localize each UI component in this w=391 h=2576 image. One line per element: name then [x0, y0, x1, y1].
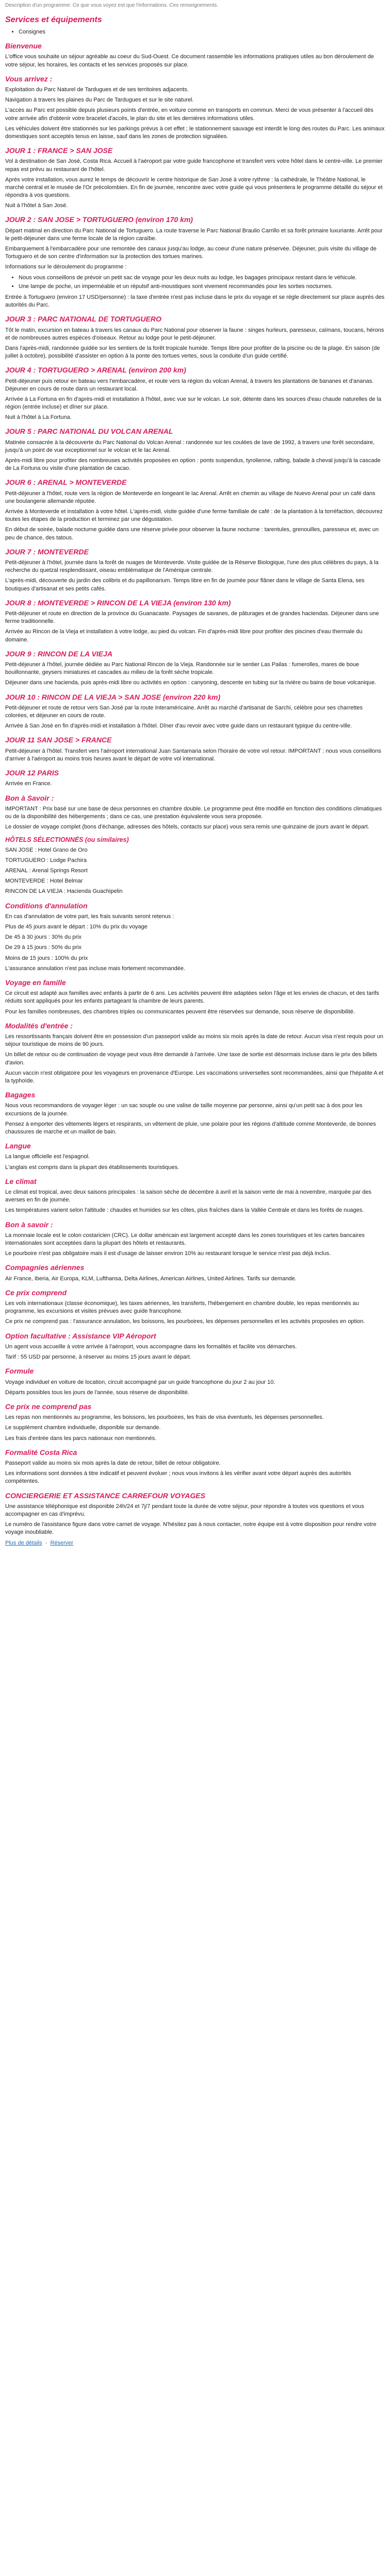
- family-paragraph: Pour les familles nombreuses, des chambres triples ou communicantes peuvent être réservées sur demande, sous réserve de disponibilité.: [5, 1008, 355, 1015]
- family-heading: Voyage en famille: [5, 978, 66, 987]
- entry-paragraph: Aucun vaccin n'est obligatoire pour les voyageurs en provenance d'Europe. Les vaccinations universelles sont recommandées, ainsi que l'hépatite A et la typhoïde.: [5, 1070, 384, 1084]
- good-to-know-paragraph: Le dossier de voyage complet (bons d'échange, adresses des hôtels, contacts sur place) vous sera remis une quinzaine de jours avant le départ.: [5, 824, 369, 831]
- day4-paragraph: Petit-déjeuner puis retour en bateau vers l'embarcadère, et route vers la région du volcan Arenal, à travers les plantations de bananes et d'ananas. Déjeuner en cours de route dans un restaurant local.: [5, 378, 374, 392]
- hotel-line: ARENAL : Arenal Springs Resort: [5, 867, 88, 874]
- hotel-line: RINCON DE LA VIEJA : Hacienda Guachipelin: [5, 888, 123, 895]
- services-list: [5, 28, 386, 36]
- day3-paragraph: Dans l'après-midi, randonnée guidée sur les sentiers de la forêt tropicale humide. Temps libre pour profiter de la piscine ou de la plage. En saison (de juillet à octobre), possibilité d'assister en option à la ponte des tortues vertes, sous la conduite d'un guide certifié.: [5, 345, 380, 360]
- day10-paragraph: Arrivée à San José en fin d'après-midi et installation à l'hôtel. Dîner d'au revoir avec votre guide dans un restaurant typique du centre-ville.: [5, 723, 352, 730]
- luggage-paragraph: Pensez à emporter des vêtements légers et respirants, un vêtement de pluie, une polaire pour les régions d'altitude comme Monteverde, de bonnes chaussures de marche et un maillot de bain.: [5, 1121, 376, 1135]
- day5-paragraph: Après-midi libre pour profiter des nombreuses activités proposées en option : ponts suspendus, tyrolienne, rafting, balade à cheval jusqu'à la cascade de La Fortuna ou visite d'une plantation de cacao.: [5, 457, 381, 472]
- vip-paragraph: Tarif : 55 USD par personne, à réserver au moins 15 jours avant le départ.: [5, 1354, 191, 1361]
- cancellation-line: De 29 à 15 jours : 50% du prix: [5, 944, 82, 951]
- cancellation-heading: Conditions d'annulation: [5, 901, 88, 910]
- family-paragraph: Ce circuit est adapté aux familles avec enfants à partir de 6 ans. Les activités peuvent être adaptées selon l'âge et les envies de chacun, et des tarifs réduits sont appliqués pour les enfants partageant la chambre de leurs parents.: [5, 990, 379, 1005]
- price-includes-heading: Ce prix comprend: [5, 1288, 67, 1297]
- day4-paragraph: Arrivée à La Fortuna en fin d'après-midi et installation à l'hôtel, avec vue sur le volcan. Le soir, détente dans les sources d'eau chaude naturelles de la région (entrée incluse) et dîner sur place.: [5, 396, 382, 411]
- day2-heading: JOUR 2 : SAN JOSE > TORTUGUERO (environ 170 km): [5, 215, 193, 224]
- day1-paragraph: Vol à destination de San José, Costa Rica. Accueil à l'aéroport par votre guide francophone et transfert vers votre hôtel dans le centre-ville. Le premier repas est prévu au restaurant de l'hôtel.: [5, 158, 383, 173]
- bienvenue-heading: Bienvenue: [5, 42, 42, 50]
- entry-paragraph: Les ressortissants français doivent être en possession d'un passeport valide au moins six mois après la date de retour. Aucun visa n'est requis pour un séjour touristique de moins de 90 jours.: [5, 1033, 384, 1048]
- entry-heading: Modalités d'entrée :: [5, 1021, 73, 1030]
- money-heading: Bon à savoir :: [5, 1220, 53, 1229]
- bienvenue-text: L'office vous souhaite un séjour agréable au coeur du Sud-Ouest. Ce document rassemble les informations pratiques utiles au bon déroulement de votre séjour, les horaires, les contacts et les services proposés sur place.: [5, 54, 374, 68]
- day1-paragraph: Nuit à l'hôtel à San José.: [5, 202, 68, 209]
- entry-paragraph: Un billet de retour ou de continuation de voyage peut vous être demandé à l'arrivée. Une taxe de sortie est désormais incluse dans le prix des billets d'avion.: [5, 1052, 378, 1066]
- day7-paragraph: Petit-déjeuner à l'hôtel, journée dans la forêt de nuages de Monteverde. Visite guidée de la Réserve Biologique, l'une des plus célèbres du pays, à la recherche du quetzal resplendissant, oiseau emblématique de l'Amérique centrale.: [5, 560, 379, 574]
- day4-heading: JOUR 4 : TORTUGUERO > ARENAL (environ 200 km): [5, 366, 186, 375]
- services-item: • Consignes: [19, 28, 386, 36]
- luggage-heading: Bagages: [5, 1091, 36, 1099]
- arrival-paragraph: Exploitation du Parc Naturel de Tardugues et de ses territoires adjacents.: [5, 87, 189, 93]
- day3-heading: JOUR 3 : PARC NATIONAL DE TORTUGUERO: [5, 315, 161, 324]
- day11-heading: JOUR 11 SAN JOSE > FRANCE: [5, 736, 112, 744]
- climate-paragraph: Le climat est tropical, avec deux saisons principales : la saison sèche de décembre à avril et la saison verte de mai à novembre, marquée par des averses en fin de journée.: [5, 1189, 371, 1204]
- day10-paragraph: Petit-déjeuner et route de retour vers San José par la route Interaméricaine. Arrêt au marché d'artisanat de Sarchi, célèbre pour ses charrettes colorées, et déjeuner en cours de route.: [5, 704, 363, 719]
- day2-bullet: • Une lampe de poche, un imperméable et un répulsif anti-moustiques sont vivement recommandés pour les sorties nocturnes.: [19, 283, 386, 291]
- day12-text: Arrivée en France.: [5, 781, 52, 787]
- arrival-paragraph: Navigation à travers les plaines du Parc de Tardugues et sur le site naturel.: [5, 97, 194, 104]
- document-page: Description d'un programme: Ce que vous voyez est que l'informations. Ces renseignements. Services et équipements • Consignes Bienvenue L'office vous souhaite un séjour agréable au coeur du Sud-Ouest. Ce document rassemble les informations pratiques utiles au bon déroulement de votre séjour, les horaires, les contacts et les services proposés sur place. Vous arrivez : Exploitation du Parc Naturel de Tardugues et de ses territoires adjacents. Navigation à travers les plaines du Parc de Tardugues et sur le site naturel. L'accès au Parc est possible depuis plusieurs points d'entrée, en voiture comme en transports en commun. Merci de vous présenter à l'accueil dès votre arrivée afin d'obtenir votre bracelet d'accès, le plan du site et les dernières informations utiles. Les véhicules doivent être stationnés sur les parkings prévus à cet effet ; le stationnement sauvage est interdit le long des routes du Parc. Les animaux domestiques sont acceptés tenus en laisse, sauf dans les zones de protection signalées. JOUR 1 : FRANCE > SAN JOSE Vol à destination de San José, Costa Rica. Accueil à l'aéroport par votre guide francophone et transfert vers votre hôtel dans le centre-ville. Le premier repas est prévu au restaurant de l'hôtel. Après votre installation, vous aurez le temps de découvrir le centre historique de San José à votre rythme : la cathédrale, le Théâtre National, le marché central et le musée de l'Or précolombien. En fin de journée, rencontre avec votre guide qui vous présentera le programme détaillé du séjour et répondra à vos questions. Nuit à l'hôtel à San José. JOUR 2 : SAN JOSE > TORTUGUERO (environ 170 km) Départ matinal en direction du Parc National de Tortuguero. La route traverse le Parc National Braulio Carrillo et sa forêt primaire luxuriante. Arrêt pour le petit-déjeuner dans une ferme locale de la région caraïbe. Embarquement à l'embarcadère pour une remontée des canaux jusqu'au lodge, au coeur d'une nature préservée. Déjeuner, puis visite du village de Tortuguero et de son centre d'information sur la protection des tortues marines. Informations sur le déroulement du programme : • Nous vous conseillons de prévoir un petit sac de voyage pour les deux nuits au lodge, les bagages principaux restant dans le véhicule. • Une lampe de poche, un imperméable et un répulsif anti-moustiques sont vivement recommandés pour les sorties nocturnes. Entrée à Tortuguero (environ 17 USD/personne) : la taxe d'entrée n'est pas incluse dans le prix du voyage et se règle directement sur place auprès des autorités du Parc. JOUR 3 : PARC NATIONAL DE TORTUGUERO Tôt le matin, excursion en bateau à travers les canaux du Parc National pour observer la faune : singes hurleurs, paresseux, caïmans, toucans, hérons et de nombreuses autres espèces d'oiseaux. Retour au lodge pour le petit-déjeuner. Dans l'après-midi, randonnée guidée sur les sentiers de la forêt tropicale humide. Temps libre pour profiter de la piscine ou de la plage. En saison (de juillet à octobre), possibilité d'assister en option à la ponte des tortues vertes, sous la conduite d'un guide certifié. JOUR 4 : TORTUGUERO > ARENAL (environ 200 km) Petit-déjeuner puis retour en bateau vers l'embarcadère, et route vers la région du volcan Arenal, à travers les plantations de bananes et d'ananas. Déjeuner en cours de route dans un restaurant local. Arrivée à La Fortuna en fin d'après-midi et installation à l'hôtel, avec vue sur le volcan. Le soir, détente dans les sources d'eau chaude naturelles de la région (entrée incluse) et dîner sur place. Nuit à l'hôtel à La Fortuna. JOUR 5 : PARC NATIONAL DU VOLCAN ARENAL Matinée consacrée à la découverte du Parc National du Volcan Arenal : randonnée sur les coulées de lave de 1992, à travers une forêt secondaire, jusqu'à un point de vue exceptionnel sur le volcan et le lac Arenal. Après-midi libre pour profiter des nombreuses activités proposées en option : ponts suspendus, tyrolienne, rafting, balade à cheval jusqu'à la cascade de La Fortuna ou visite d'une plantation de cacao. JOUR 6 : ARENAL > MONTEVERDE Petit-déjeuner à l'hôtel, route vers la région de Monteverde en longeant le lac Arenal. Arrêt en chemin au village de Nuevo Arenal pour un café dans une boulangerie allemande réputée. Arrivée à Monteverde et installation à votre hôtel. L'après-midi, visite guidée d'une ferme familiale de café : de la plantation à la torréfaction, découvrez toutes les étapes de la production et terminez par une dégustation. En début de soirée, balade nocturne guidée dans une réserve privée pour observer la faune nocturne : tarentules, grenouilles, paresseux et, avec un peu de chance, des tatous. JOUR 7 : MONTEVERDE Petit-déjeuner à l'hôtel, journée dans la forêt de nuages de Monteverde. Visite guidée de la Réserve Biologique, l'une des plus célèbres du pays, à la recherche du quetzal resplendissant, oiseau emblématique de l'Amérique centrale. L'après-midi, découverte du jardin des colibris et du papillonarium. Temps libre en fin de journée pour flâner dans le village de Santa Elena, ses boutiques d'artisanat et ses petits cafés. JOUR 8 : MONTEVERDE > RINCON DE LA VIEJA (environ 130 km) Petit-déjeuner et route en direction de la province du Guanacaste. Paysages de savanes, de pâturages et de grandes haciendas. Déjeuner dans une ferme traditionnelle. Arrivée au Rincon de la Vieja et installation à votre lodge, au pied du volcan. Fin d'après-midi libre pour profiter des piscines d'eau thermale du domaine. JOUR 9 : RINCON DE LA VIEJA Petit-déjeuner à l'hôtel, journée dédiée au Parc National Rincon de la Vieja. Randonnée sur le sentier Las Pailas : fumerolles, mares de boue bouillonnante, geysers miniatures et cascades au milieu de la forêt sèche tropicale. Déjeuner dans une hacienda, puis après-midi libre ou activités en option : canyoning, descente en tubing sur la rivière ou bains de boue volcanique. JOUR 10 : RINCON DE LA VIEJA > SAN JOSE (environ 220 km) Petit-déjeuner et route de retour vers San José par la route Interaméricaine. Arrêt au marché d'artisanat de Sarchi, célèbre pour ses charrettes colorées, et déjeuner en cours de route. Arrivée à San José en fin d'après-midi et installation à l'hôtel. Dîner d'au revoir avec votre guide dans un restaurant typique du centre-ville. JOUR 11 SAN JOSE > FRANCE Petit-déjeuner à l'hôtel. Transfert vers l'aéroport international Juan Santamaria selon l'horaire de votre vol retour. IMPORTANT : nous vous conseillons d'arriver à l'aéroport au moins trois heures avant le départ de votre vol international. JOUR 12 PARIS Arrivée en France. Bon à Savoir : IMPORTANT : Prix basé sur une base de deux personnes en chambre double. Le programme peut être modifié en fonction des conditions climatiques ou de la disponibilité des hébergements ; dans ce cas, une prestation équivalente vous sera proposée. Le dossier de voyage complet (bons d'échange, adresses des hôtels, contacts sur place) vous sera remis une quinzaine de jours avant le départ. HÔTELS SÉLECTIONNÉS (ou similaires) SAN JOSE : Hotel Grano de Oro TORTUGUERO : Lodge Pachira ARENAL : Arenal Springs Resort MONTEVERDE : Hotel Belmar RINCON DE LA VIEJA : Hacienda Guachipelin Conditions d'annulation En cas d'annulation de votre part, les frais suivants seront retenus : Plus de 45 jours avant le départ : 10% du prix du voyage De 45 à 30 jours : 30% du prix De 29 à 15 jours : 50% du prix Moins de 15 jours : 100% du prix L'assurance annulation n'est pas incluse mais fortement recommandée. Voyage en famille Ce circuit est adapté aux familles avec enfants à partir de 6 ans. Les activités peuvent être adaptées selon l'âge et les envies de chacun, et des tarifs réduits sont appliqués pour les enfants partageant la chambre de leurs parents. Pour les familles nombreuses, des chambres triples ou communicantes peuvent être réservées sur demande, sous réserve de disponibilité. Modalités d'entrée : Les ressortissants français doivent être en possession d'un passeport valide au moins six mois après la date de retour. Aucun visa n'est requis pour un séjour touristique de moins de 90 jours. Un billet de retour ou de continuation de voyage peut vous être demandé à l'arrivée. Une taxe de sortie est désormais incluse dans le prix des billets d'avion. Aucun vaccin n'est obligatoire pour les voyageurs en provenance d'Europe. Les vaccinations universelles sont recommandées, ainsi que l'hépatite A et la typhoïde. Bagages Nous vous recommandons de voyager léger : un sac souple ou une valise de taille moyenne par personne, ainsi qu'un petit sac à dos pour les excursions de la journée. Pensez à emporter des vêtements légers et respirants, un vêtement de pluie, une polaire pour les régions d'altitude comme Monteverde, de bonnes chaussures de marche et un maillot de bain. Langue La langue officielle est l'espagnol. L'anglais est compris dans la plupart des établissements touristiques. Le climat Le climat est tropical, avec deux saisons principales : la saison sèche de décembre à avril et la saison verte de mai à novembre, marquée par des averses en fin de journée. Les températures varient selon l'altitude : chaudes et humides sur les côtes, plus fraîches dans la Vallée Centrale et dans les forêts de nuages. Bon à savoir : La monnaie locale est le colon costaricien (CRC). Le dollar américain est largement accepté dans les zones touristiques et les cartes bancaires internationales sont acceptées dans la plupart des hôtels et restaurants. Le pourboire n'est pas obligatoire mais il est d'usage de laisser environ 10% au restaurant lorsque le service n'est pas déjà inclus. Compagnies aériennes Air France, Iberia, Air Europa, KLM, Lufthansa, Delta Airlines, American Airlines, United Airlines. Tarifs sur demande. Ce prix comprend Les vols internationaux (classe économique), les taxes aériennes, les transferts, l'hébergement en chambre double, les repas mentionnés au programme, les excursions et visites prévues avec guide francophone. Ce prix ne comprend pas : l'assurance annulation, les boissons, les pourboires, les dépenses personnelles et les activités proposées en option. Option facultative : Assistance VIP Aéroport Un agent vous accueille à votre arrivée à l'aéroport, vous accompagne dans les formalités et facilite vos démarches. Tarif : 55 USD par personne, à réserver au moins 15 jours avant le départ. Formule Voyage individuel en voiture de location, circuit accompagné par un guide francophone du jour 2 au jour 10. Départs possibles tous les jours de l'année, sous réserve de disponibilité. Ce prix ne comprend pas Les repas non mentionnés au programme, les boissons, les pourboires, les frais de visa éventuels, les dépenses personnelles. Le supplément chambre individuelle, disponible sur demande. Les frais d'entrée dans les parcs nationaux non mentionnés. Formalité Costa Rica Passeport valide au moins six mois après la date de retour, billet de retour obligatoire. Les informations sont données à titre indicatif et peuvent évoluer ; nous vous invitons à les vérifier avant votre départ auprès des autorités compétentes. CONCIERGERIE ET ASSISTANCE CARREFOUR VOYAGES Une assistance téléphonique est disponible 24h/24 et 7j/7 pendant toute la durée de votre séjour, pour répondre à toutes vos questions et vous accompagner en cas d'imprévu. Le numéro de l'assistance figure dans votre carnet de voyage. N'hésitez pas à nous contacter, notre équipe est à votre disposition pour rendre votre voyage inoubliable. Plus de détails · Réserver: [0, 0, 391, 1555]
- formula-heading: Formule: [5, 1367, 34, 1376]
- formalities-paragraph: Passeport valide au moins six mois après la date de retour, billet de retour obligatoire.: [5, 1460, 221, 1467]
- intro-text: Description d'un programme: Ce que vous voyez est que l'informations. Ces renseignements.: [5, 3, 218, 8]
- vip-paragraph: Un agent vous accueille à votre arrivée à l'aéroport, vous accompagne dans les formalités et facilite vos démarches.: [5, 1343, 297, 1350]
- language-paragraph: L'anglais est compris dans la plupart des établissements touristiques.: [5, 1164, 180, 1171]
- day9-heading: JOUR 9 : RINCON DE LA VIEJA: [5, 649, 112, 658]
- price-excludes-paragraph: Le supplément chambre individuelle, disponible sur demande.: [5, 1425, 161, 1431]
- day8-paragraph: Arrivée au Rincon de la Vieja et installation à votre lodge, au pied du volcan. Fin d'après-midi libre pour profiter des piscines d'eau thermale du domaine.: [5, 629, 363, 643]
- formula-paragraph: Départs possibles tous les jours de l'année, sous réserve de disponibilité.: [5, 1389, 189, 1396]
- airlines-heading: Compagnies aériennes: [5, 1263, 85, 1272]
- language-paragraph: La langue officielle est l'espagnol.: [5, 1154, 90, 1160]
- day8-heading: JOUR 8 : MONTEVERDE > RINCON DE LA VIEJA (environ 130 km): [5, 598, 231, 607]
- concierge-heading: CONCIERGERIE ET ASSISTANCE CARREFOUR VOYAGES: [5, 1491, 205, 1500]
- luggage-paragraph: Nous vous recommandons de voyager léger : un sac souple ou une valise de taille moyenne par personne, ainsi qu'un petit sac à dos pour les excursions de la journée.: [5, 1103, 363, 1117]
- cancellation-line: Plus de 45 jours avant le départ : 10% du prix du voyage: [5, 923, 148, 930]
- vip-heading: Option facultative : Assistance VIP Aéroport: [5, 1331, 156, 1340]
- day12-heading: JOUR 12 PARIS: [5, 769, 59, 777]
- price-excludes-heading: Ce prix ne comprend pas: [5, 1402, 92, 1411]
- day9-paragraph: Déjeuner dans une hacienda, puis après-midi libre ou activités en option : canyoning, descente en tubing sur la rivière ou bains de boue volcanique.: [5, 680, 377, 686]
- day1-paragraph: Après votre installation, vous aurez le temps de découvrir le centre historique de San José à votre rythme : la cathédrale, le Théâtre National, le marché central et le musée de l'Or précolombien. En fin de journée, rencontre avec votre guide qui vous présentera le programme détaillé du séjour et répondra à vos questions.: [5, 176, 383, 199]
- arrival-paragraph: Les véhicules doivent être stationnés sur les parkings prévus à cet effet ; le stationnement sauvage est interdit le long des routes du Parc. Les animaux domestiques sont acceptés tenus en laisse, sauf dans les zones de protection signalées.: [5, 125, 385, 140]
- good-to-know-heading: Bon à Savoir :: [5, 793, 54, 802]
- arrival-heading: Vous arrivez :: [5, 74, 53, 83]
- cancellation-line: De 45 à 30 jours : 30% du prix: [5, 934, 82, 941]
- climate-heading: Le climat: [5, 1177, 37, 1185]
- airlines-text: Air France, Iberia, Air Europa, KLM, Lufthansa, Delta Airlines, American Airlines, United Airlines. Tarifs sur demande.: [5, 1275, 297, 1282]
- hotels-heading: HÔTELS SÉLECTIONNÉS (ou similaires): [5, 836, 129, 844]
- concierge-paragraph: Une assistance téléphonique est disponible 24h/24 et 7j/7 pendant toute la durée de votre séjour, pour répondre à toutes vos questions et vous accompagner en cas d'imprévu.: [5, 1503, 364, 1518]
- arrival-paragraph: L'accès au Parc est possible depuis plusieurs points d'entrée, en voiture comme en transports en commun. Merci de vous présenter à l'accueil dès votre arrivée afin d'obtenir votre bracelet d'accès, le plan du site et les dernières informations utiles.: [5, 107, 373, 122]
- day2-paragraph: Informations sur le déroulement du programme :: [5, 264, 127, 270]
- day7-heading: JOUR 7 : MONTEVERDE: [5, 547, 89, 556]
- hotel-line: TORTUGUERO : Lodge Pachira: [5, 857, 87, 863]
- hotel-line: SAN JOSE : Hotel Grano de Oro: [5, 846, 88, 853]
- cancellation-line: Moins de 15 jours : 100% du prix: [5, 955, 88, 961]
- day10-heading: JOUR 10 : RINCON DE LA VIEJA > SAN JOSE (environ 220 km): [5, 692, 221, 701]
- price-includes-paragraph: Ce prix ne comprend pas : l'assurance annulation, les boissons, les pourboires, les dépenses personnelles et les activités proposées en option.: [5, 1318, 365, 1325]
- more-details-link[interactable]: Plus de détails: [5, 1539, 42, 1546]
- climate-paragraph: Les températures varient selon l'altitude : chaudes et humides sur les côtes, plus fraîches dans la Vallée Centrale et dans les forêts de nuages.: [5, 1207, 364, 1214]
- day11-paragraph: Petit-déjeuner à l'hôtel. Transfert vers l'aéroport international Juan Santamaria selon l'horaire de votre vol retour. IMPORTANT : nous vous conseillons d'arriver à l'aéroport au moins trois heures avant le départ de votre vol international.: [5, 748, 382, 762]
- day6-paragraph: Arrivée à Monteverde et installation à votre hôtel. L'après-midi, visite guidée d'une ferme familiale de café : de la plantation à la torréfaction, découvrez toutes les étapes de la production et terminez par une dégustation.: [5, 509, 383, 523]
- language-heading: Langue: [5, 1142, 31, 1150]
- price-includes-paragraph: Les vols internationaux (classe économique), les taxes aériennes, les transferts, l'hébergement en chambre double, les repas mentionnés au programme, les excursions et visites prévues avec guide francophone.: [5, 1300, 359, 1315]
- day6-paragraph: En début de soirée, balade nocturne guidée dans une réserve privée pour observer la faune nocturne : tarentules, grenouilles, paresseux et, avec un peu de chance, des tatous.: [5, 527, 379, 541]
- day9-paragraph: Petit-déjeuner à l'hôtel, journée dédiée au Parc National Rincon de la Vieja. Randonnée sur le sentier Las Pailas : fumerolles, mares de boue bouillonnante, geysers miniatures et cascades au milieu de la forêt sèche tropicale.: [5, 662, 360, 676]
- price-excludes-paragraph: Les frais d'entrée dans les parcs nationaux non mentionnés.: [5, 1435, 157, 1442]
- day2-bullet: • Nous vous conseillons de prévoir un petit sac de voyage pour les deux nuits au lodge, les bagages principaux restant dans le véhicule.: [19, 274, 386, 282]
- day2-paragraph: Départ matinal en direction du Parc National de Tortuguero. La route traverse le Parc National Braulio Carrillo et sa forêt primaire luxuriante. Arrêt pour le petit-déjeuner dans une ferme locale de la région caraïbe.: [5, 227, 383, 242]
- cancellation-after: L'assurance annulation n'est pas incluse mais fortement recommandée.: [5, 965, 186, 972]
- day6-paragraph: Petit-déjeuner à l'hôtel, route vers la région de Monteverde en longeant le lac Arenal. Arrêt en chemin au village de Nuevo Arenal pour un café dans une boulangerie allemande réputée.: [5, 490, 376, 504]
- money-paragraph: La monnaie locale est le colon costaricien (CRC). Le dollar américain est largement accepté dans les zones touristiques et les cartes bancaires internationales sont acceptées dans la plupart des hôtels et restaurants.: [5, 1232, 365, 1246]
- formula-paragraph: Voyage individuel en voiture de location, circuit accompagné par un guide francophone du jour 2 au jour 10.: [5, 1379, 275, 1385]
- day4-paragraph: Nuit à l'hôtel à La Fortuna.: [5, 414, 72, 421]
- day7-paragraph: L'après-midi, découverte du jardin des colibris et du papillonarium. Temps libre en fin de journée pour flâner dans le village de Santa Elena, ses boutiques d'artisanat et ses petits cafés.: [5, 578, 365, 592]
- hotel-line: MONTEVERDE : Hotel Belmar: [5, 878, 83, 885]
- concierge-paragraph: Le numéro de l'assistance figure dans votre carnet de voyage. N'hésitez pas à nous contacter, notre équipe est à votre disposition pour rendre votre voyage inoubliable.: [5, 1521, 377, 1536]
- formalities-paragraph: Les informations sont données à titre indicatif et peuvent évoluer ; nous vous invitons à les vérifier avant votre départ auprès des autorités compétentes.: [5, 1470, 351, 1485]
- day2-paragraph: Embarquement à l'embarcadère pour une remontée des canaux jusqu'au lodge, au coeur d'une nature préservée. Déjeuner, puis visite du village de Tortuguero et de son centre d'information sur la protection des tortues marines.: [5, 246, 377, 260]
- services-heading: Services et équipements: [5, 15, 102, 24]
- day5-paragraph: Matinée consacrée à la découverte du Parc National du Volcan Arenal : randonnée sur les coulées de lave de 1992, à travers une forêt secondaire, jusqu'à un point de vue exceptionnel sur le volcan et le lac Arenal.: [5, 439, 375, 453]
- price-excludes-paragraph: Les repas non mentionnés au programme, les boissons, les pourboires, les frais de visa éventuels, les dépenses personnelles.: [5, 1414, 324, 1421]
- day6-heading: JOUR 6 : ARENAL > MONTEVERDE: [5, 478, 127, 487]
- day3-paragraph: Tôt le matin, excursion en bateau à travers les canaux du Parc National pour observer la faune : singes hurleurs, paresseux, caïmans, toucans, hérons et de nombreuses autres espèces d'oiseaux. Retour au lodge pour le petit-déjeuner.: [5, 327, 384, 341]
- day2-after: Entrée à Tortuguero (environ 17 USD/personne) : la taxe d'entrée n'est pas incluse dans le prix du voyage et se règle directement sur place auprès des autorités du Parc.: [5, 294, 385, 309]
- day5-heading: JOUR 5 : PARC NATIONAL DU VOLCAN ARENAL: [5, 427, 173, 436]
- booking-link[interactable]: Réserver: [50, 1539, 74, 1546]
- cancellation-intro: En cas d'annulation de votre part, les frais suivants seront retenus :: [5, 913, 174, 920]
- formalities-heading: Formalité Costa Rica: [5, 1448, 77, 1456]
- day1-heading: JOUR 1 : FRANCE > SAN JOSE: [5, 146, 113, 155]
- day8-paragraph: Petit-déjeuner et route en direction de la province du Guanacaste. Paysages de savanes, de pâturages et de grandes haciendas. Déjeuner dans une ferme traditionnelle.: [5, 611, 379, 625]
- good-to-know-paragraph: IMPORTANT : Prix basé sur une base de deux personnes en chambre double. Le programme peut être modifié en fonction des conditions climatiques ou de la disponibilité des hébergements ; dans ce cas, une prestation équivalente vous sera proposée.: [5, 805, 382, 820]
- day2-list: [5, 274, 386, 291]
- money-paragraph: Le pourboire n'est pas obligatoire mais il est d'usage de laisser environ 10% au restaurant lorsque le service n'est pas déjà inclus.: [5, 1250, 331, 1257]
